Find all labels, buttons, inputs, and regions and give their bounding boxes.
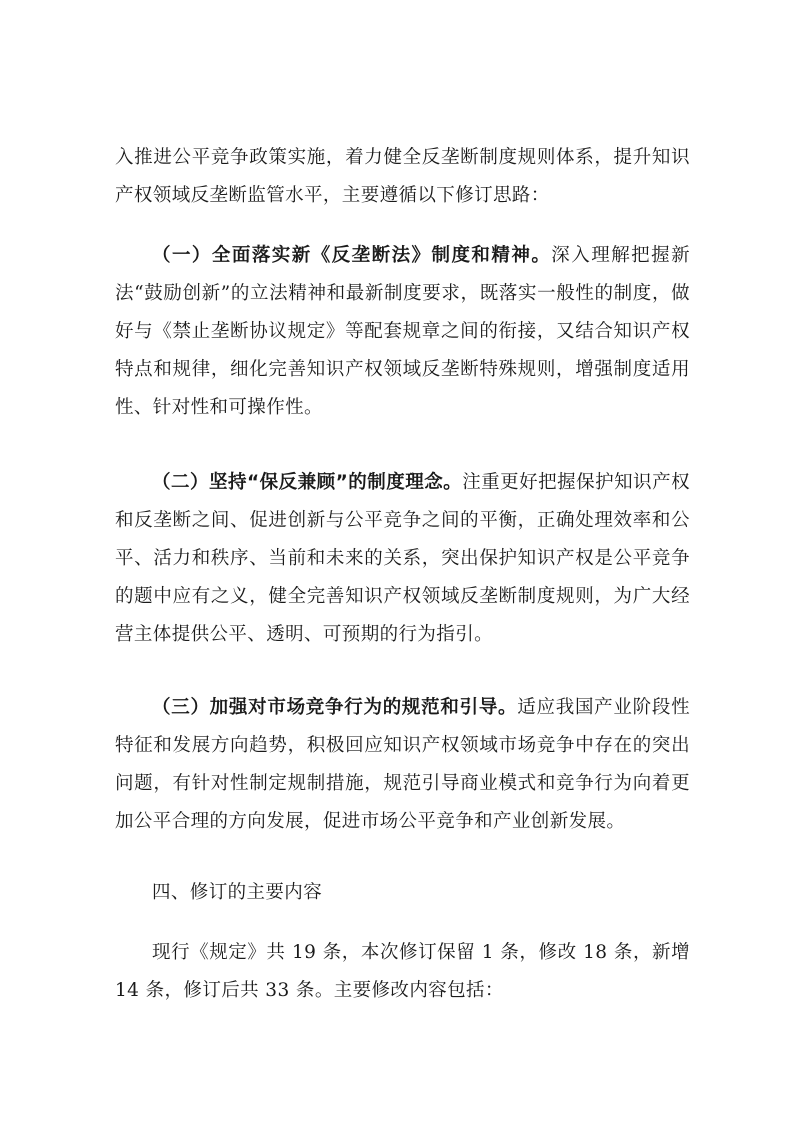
paragraph-summary bbox=[115, 934, 690, 1010]
paragraph-principle-1 bbox=[115, 237, 690, 427]
section-heading bbox=[115, 874, 690, 912]
paragraph-continuation bbox=[115, 139, 690, 215]
paragraph-principle-2 bbox=[115, 464, 690, 654]
paragraph-text: 入推进公平竞争政策实施，着力健全反垄断制度规则体系，提升知识产权领域反垄断监管水平，主要遵循以下修订思路： bbox=[115, 147, 690, 206]
paragraph-text: 适应我国产业阶段性特征和发展方向趋势，积极回应知识产权领域市场竞争中存在的突出问题，有针对性制定规制措施，规范引导商业模式和竞争行为向着更加公平合理的方向发展，促进市场公平竞争和产业创新发展。 bbox=[115, 697, 690, 832]
paragraph-text: 注重更好把握保护知识产权和反垄断之间、促进创新与公平竞争之间的平衡，正确处理效率和公平、活力和秩序、当前和未来的关系，突出保护知识产权是公平竞争的题中应有之义，健全完善知识产权领域反垄断制度规则，为广大经营主体提供公平、透明、可预期的行为指引。 bbox=[115, 472, 690, 645]
paragraph-principle-3 bbox=[115, 689, 690, 841]
paragraph-heading: （二）坚持“保反兼顾”的制度理念。 bbox=[152, 472, 463, 493]
paragraph-heading: （一）全面落实新《反垄断法》制度和精神。 bbox=[152, 245, 552, 266]
paragraph-heading: （三）加强对市场竞争行为的规范和引导。 bbox=[152, 697, 518, 718]
section-heading-text: 四、修订的主要内容 bbox=[152, 882, 323, 903]
paragraph-text: 现行《规定》共 19 条，本次修订保留 1 条，修改 18 条，新增 14 条，修订后共 33 条。主要修改内容包括： bbox=[115, 942, 690, 1001]
paragraph-text: 深入理解把握新法“鼓励创新”的立法精神和最新制度要求，既落实一般性的制度，做好与《禁止垄断协议规定》等配套规章之间的衔接，又结合知识产权特点和规律，细化完善知识产权领域反垄断特殊规则，增强制度适用性、针对性和可操作性。 bbox=[115, 245, 690, 418]
